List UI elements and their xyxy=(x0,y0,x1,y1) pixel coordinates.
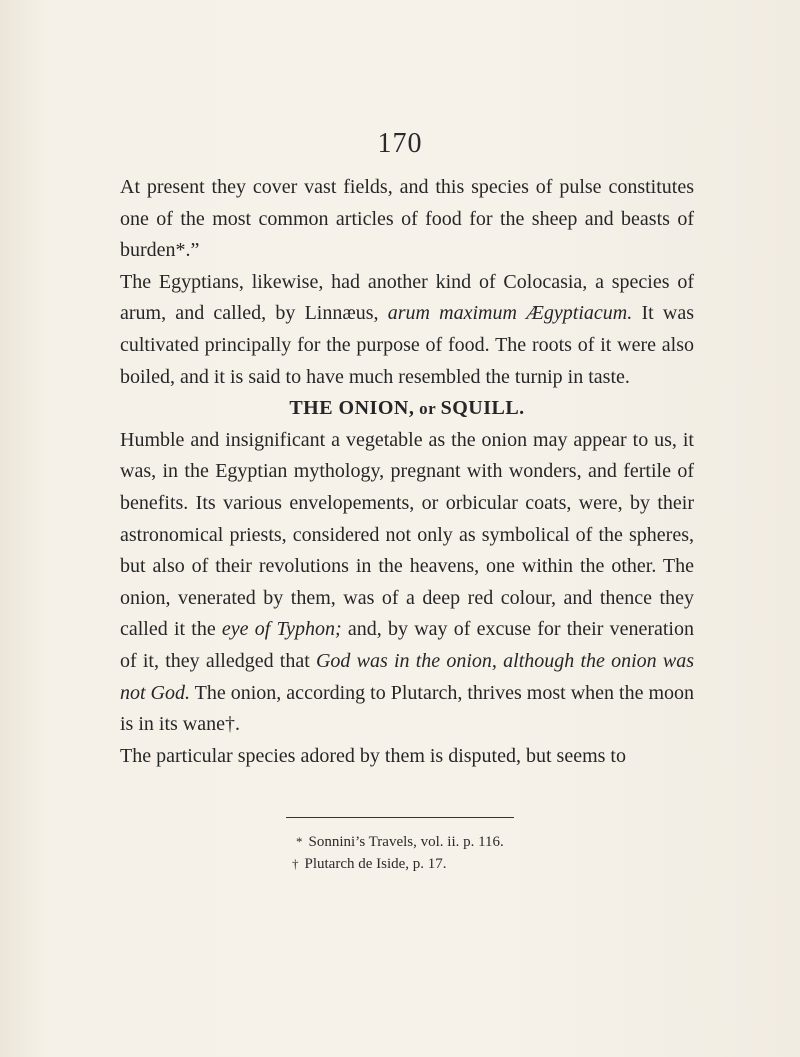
footnote-1 xyxy=(296,831,504,853)
paragraph-3-italic-2: God was in the onion, although the onion was not God. xyxy=(120,649,694,704)
paragraph-2-text-b: It was cultivated principally for the purpose of food. The roots of it were also boiled, and it is said to have much resembled the turnip in taste. xyxy=(120,302,694,388)
paragraph-3 xyxy=(120,425,694,741)
paragraph-3-text-c: The onion, according to Plutarch, thrives most when the moon is in its wane†. xyxy=(120,681,695,736)
body-text xyxy=(120,172,694,772)
footnote-rule xyxy=(286,817,514,818)
paragraph-2-text-a: The Egyptians, likewise, had another kind of Colocasia, a species of arum, and called, by Linnæus, xyxy=(120,270,694,325)
paragraph-4: The particular species adored by them is disputed, but seems to xyxy=(120,744,626,767)
paragraph-2-italic: arum maximum Ægyptiacum. xyxy=(387,302,633,325)
heading-or: or xyxy=(414,399,441,419)
heading-onion: THE ONION, xyxy=(289,397,415,420)
footnote-2-text: Plutarch de Iside, p. 17. xyxy=(304,856,447,872)
footnote-1-text: Sonnini’s Travels, vol. ii. p. 116. xyxy=(308,834,504,850)
heading-squill: SQUILL. xyxy=(440,397,525,420)
paragraph-3-text-b: and, by way of excuse for their veneration of it, they alledged that xyxy=(120,618,694,672)
paragraph-1: At present they cover vast fields, and this species of pulse constitutes one of the most common articles of food for the sheep and beasts of burden*.” xyxy=(120,176,694,262)
paragraph-3-italic-1: eye of Typhon; xyxy=(221,618,342,641)
paragraph-3-text-a: Humble and insignificant a vegetable as the onion may appear to us, it was, in the Egyptian mythology, pregnant with wonders, and fertile of benefits. Its various envelopements, or orbicular coats, were, by their astronomical priests, considered not only as symbolical of the spheres, but also of their revolutions in the heavens, one within the other. The onion, venerated by them, was of a deep red colour, and thence they called it the xyxy=(120,428,694,641)
footnote-1-mark: * xyxy=(296,834,303,849)
footnote-2-mark: † xyxy=(292,856,299,871)
footnote-2 xyxy=(292,853,447,875)
paragraph-2 xyxy=(120,267,694,393)
page-number: 170 xyxy=(377,128,423,159)
section-heading xyxy=(120,393,694,425)
